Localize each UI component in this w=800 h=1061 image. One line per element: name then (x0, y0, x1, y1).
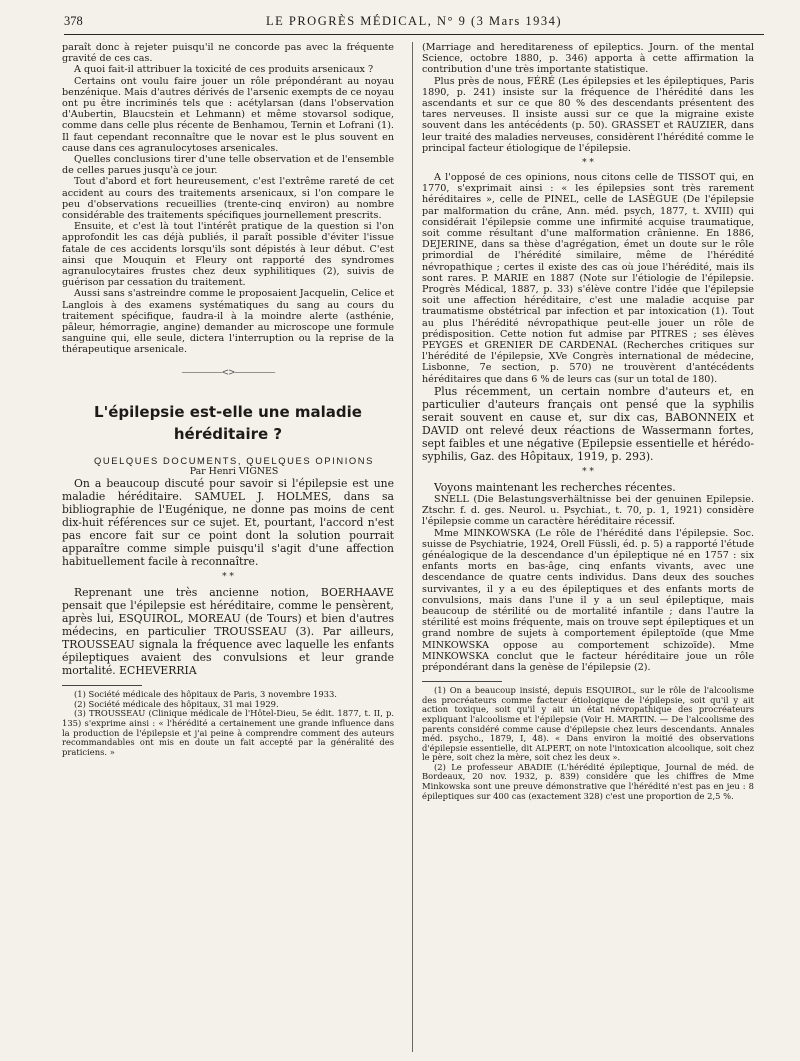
column-divider (412, 42, 413, 1052)
journal-title: LE PROGRÈS MÉDICAL, N° 9 (3 Mars 1934) (265, 14, 563, 28)
article-subtitle: QUELQUES DOCUMENTS, QUELQUES OPINIONS (93, 454, 375, 466)
paragraph: A quoi fait-il attribuer la toxicité de ces produits arsenicaux ? (74, 64, 374, 76)
footnote-rule (422, 681, 502, 682)
page-header (64, 14, 764, 32)
paragraph: Plus récemment, un certain nombre d'auteurs et, en particulier d'auteurs français ont pensé que la syphilis serait souvent en cause et, sur dix cas, BABONNEIX et DAVID ont relevé deux réactions de Wassermann fortes, sept faibles et une négative (Epilepsie essentielle et hérédo-syphilis, Gaz. des Hôpitaux, 1919, p. 293). (422, 384, 754, 463)
paragraph: Quelles conclusions tirer d'une telle observation et de l'ensemble de celles parues jusqu'à ce jour. (62, 154, 394, 177)
paragraph: Voyons maintenant les recherches récentes. (434, 480, 676, 494)
paragraph: paraît donc à rejeter puisqu'il ne concorde pas avec la fréquente gravité de ces cas. (62, 42, 394, 65)
paragraph: SNELL (Die Belastungsverhältnisse bei der genuinen Epilepsie. Ztschr. f. d. ges. Neurol. u. Psychiat., t. 70, p. 1, 1921) considère l'épilepsie comme un caractère héréditaire récessif. (422, 493, 754, 528)
paragraph: Plus près de nous, FÉRÉ (Les épilepsies et les épileptiques, Paris 1890, p. 241) insiste sur la fréquence de l'hérédité dans les ascendants et sur ce que 80 % des descendants présentent des tares nerveuses. Il insiste aussi sur ce que la migraine existe souvent dans les antécédents (p. 50). GRASSET et RAUZIER, dans leur traité des maladies nerveuses, considèrent l'hérédité comme le principal facteur étiologique de l'épilepsie. (422, 75, 754, 154)
page-number: 378 (64, 14, 83, 28)
footnote-rule (62, 685, 142, 686)
asterism: * * (582, 466, 594, 477)
paragraph: Aussi sans s'astreindre comme le proposaient Jacquelin, Celice et Langlois à des examens systématiques du sang au cours du traitement spécifique, faudra-il à la moindre alerte (asthénie, pâleur, hémorragie, angine) demander au microscope une formule sanguine qui, elle seule, dictera l'interruption ou la reprise de la thérapeutique arsenicale. (62, 288, 394, 356)
paragraph: Tout d'abord et fort heureusement, c'est l'extrême rareté de cet accident au cours des traitements arsenicaux, si l'on compare le peu d'observations recueillies (trente-cinq environ) au nombre considérable des traitements spécifiques journellement prescrits. (62, 176, 394, 222)
footnote: (3) TROUSSEAU (Clinique médicale de l'Hôtel-Dieu, 5e édit. 1877, t. II, p. 135) s'exprime ainsi : « l'hérédité a certainement une grande influence dans la production de l'épilepsie et j'ai peine à comprendre comment des auteurs recommandables ont mis en doute un fait accepté par la généralité des praticiens. » (62, 708, 394, 757)
paragraph: Certains ont voulu faire jouer un rôle prépondérant au noyau benzénique. Mais d'autres dérivés de l'arsenic exempts de ce noyau ont pu être incriminés tels que : acétylarsan (dans l'observation d'Aubertin, Blaucstein et Lehmann) et même stovarsol sodique, comme dans celle plus récente de Benhamou, Ternin et Lofrani (1). Il faut cependant reconnaître que le novar est le plus souvent en cause dans ces agranulocytoses arsenicales. (62, 75, 394, 154)
article-title: L'épilepsie est-elle une maladie héréditaire ? (94, 402, 362, 443)
paragraph: Mme MINKOWSKA (Le rôle de l'hérédité dans l'épilepsie. Soc. suisse de Psychiatrie, 1924, Orell Füssli, éd. p. 5) a rapporté l'étude généalogique de la descendance d'un épileptique né en 1757 : six enfants morts en bas-âge, cinq enfants vivants, avec une descendance de quatre cents individus. Dans deux des souches survivantes, il y a eu des épileptiques et des enfants morts de convulsions, mais dans l'une il y a un seul épileptique, mais beaucoup de stérilité ou de mortalité infantile ; dans l'autre la stérilité est moins fréquente, mais on trouve sept épileptiques et un grand nombre de sujets à comportement épileptoïde (que Mme MINKOWSKA oppose au comportement schizoïde). Mme MINKOWSKA conclut que le facteur héréditaire joue un rôle prépondérant dans la genèse de l'épilepsie (2). (422, 527, 754, 673)
article-byline: Par Henri VIGNES (189, 466, 279, 478)
paragraph: Ensuite, et c'est là tout l'intérêt pratique de la question si l'on approfondit les cas déjà publiés, il paraît possible d'éviter l'issue fatale de ces accidents lorsqu'ils sont dépistés à leur début. C'est ainsi que Mouquin et Fleury ont rapporté des syndromes agranulocytaires frustes chez deux syphilitiques (2), suivis de guérison par cessation du traitement. (62, 221, 394, 289)
right-column (422, 42, 754, 1052)
asterism: * * (222, 572, 234, 583)
paragraph: A l'opposé de ces opinions, nous citons celle de TISSOT qui, en 1770, s'exprimait ainsi : « les épilepsies sont très rarement héréditaires », celle de PINEL, celle de LASÈGUE (De l'épilepsie par malformation du crâne, Ann. méd. psych, 1877, t. XVIII) qui considérait l'épilepsie comme une infirmité acquise traumatique, soit comme résultant d'une malformation crânienne. En 1886, DEJERINE, dans sa thèse d'agrégation, émet un doute sur le rôle primordial de l'hérédité similaire, même de l'hérédité névropathique ; certes il existe des cas où joue l'hérédité, mais ils sont rares. P. MARIE en 1887 (Note sur l'étiologie de l'épilepsie. Progrès Médical, 1887, p. 33) s'élève contre l'idée que l'épilepsie soit une affection héréditaire, c'est une maladie acquise par traumatisme obstétrical par infection et par intoxication (1). Tout au plus l'hérédité névropathique peut-elle jouer un rôle de prédisposition. Cette notion fut admise par PITRES ; ses élèves PEYGES et GRENIER DE CARDENAL (Recherches critiques sur l'hérédité de l'épilepsie, XVe Congrès international de médecine, Lisbonne, 7e section, p. 570) ne trouvèrent d'antécédents héréditaires que dans 6 % de leurs cas (sur un total de 180). (422, 172, 754, 385)
footnote: (2) Société médicale des hôpitaux, 31 mai 1929. (74, 698, 279, 709)
section-ornament: —————<>————— (181, 367, 275, 378)
paragraph: (Marriage and hereditareness of epileptics. Journ. of the mental Science, octobre 1880, p. 346) apporta à cette affirmation la contribution d'une très importante statistique. (422, 42, 754, 76)
asterism: * * (582, 158, 594, 169)
footnote: (2) Le professeur ABADIE (L'hérédité épileptique, Journal de méd. de Bordeaux, 20 nov. 1932, p. 839) considère que les chiffres de Mme Minkowska sont une preuve démonstrative que l'hérédité n'est pas en jeu : 8 épileptiques sur 400 cas (exactement 328) c'est une proportion de 2,5 %. (422, 761, 754, 801)
left-column (62, 42, 394, 1052)
paragraph: On a beaucoup discuté pour savoir si l'épilepsie est une maladie héréditaire. SAMUEL J. HOLMES, dans sa bibliographie de l'Eugénique, ne donne pas moins de cent dix-huit références sur ce sujet. Et, pourtant, l'accord n'est pas encore fait sur ce point dont la solution pourrait apparaître comme simple puisqu'il s'agit d'une affection habituellement facile à reconnaître. (62, 477, 394, 569)
footnote: (1) On a beaucoup insisté, depuis ESQUIROL, sur le rôle de l'alcoolisme des procréateurs comme facteur étiologique de l'épilepsie, soit qu'il y ait action toxique, soit qu'il y ait un état névropathique des procréateurs expliquant l'alcoolisme et l'épilepsie (Voir H. MARTIN. — De l'alcoolisme des parents considéré comme cause d'épilepsie chez leurs descendants. Annales méd. psycho., 1879, I, 48). « Dans environ la moitié des observations d'épilepsie essentielle, dit ALPERT, on note l'intoxication alcoolique, soit chez le père, soit chez la mère, soit chez les deux ». (422, 685, 754, 763)
footnote: (1) Société médicale des hôpitaux de Paris, 3 novembre 1933. (74, 689, 337, 700)
header-rule (64, 34, 764, 35)
paragraph: Reprenant une très ancienne notion, BOERHAAVE pensait que l'épilepsie est héréditaire, comme le pensèrent, après lui, ESQUIROL, MOREAU (de Tours) et bien d'autres médecins, en particulier TROUSSEAU (3). Par ailleurs, TROUSSEAU signala la fréquence avec laquelle les enfants épileptiques avaient des convulsions et leur grande mortalité. ECHEVERRIA (62, 586, 394, 678)
